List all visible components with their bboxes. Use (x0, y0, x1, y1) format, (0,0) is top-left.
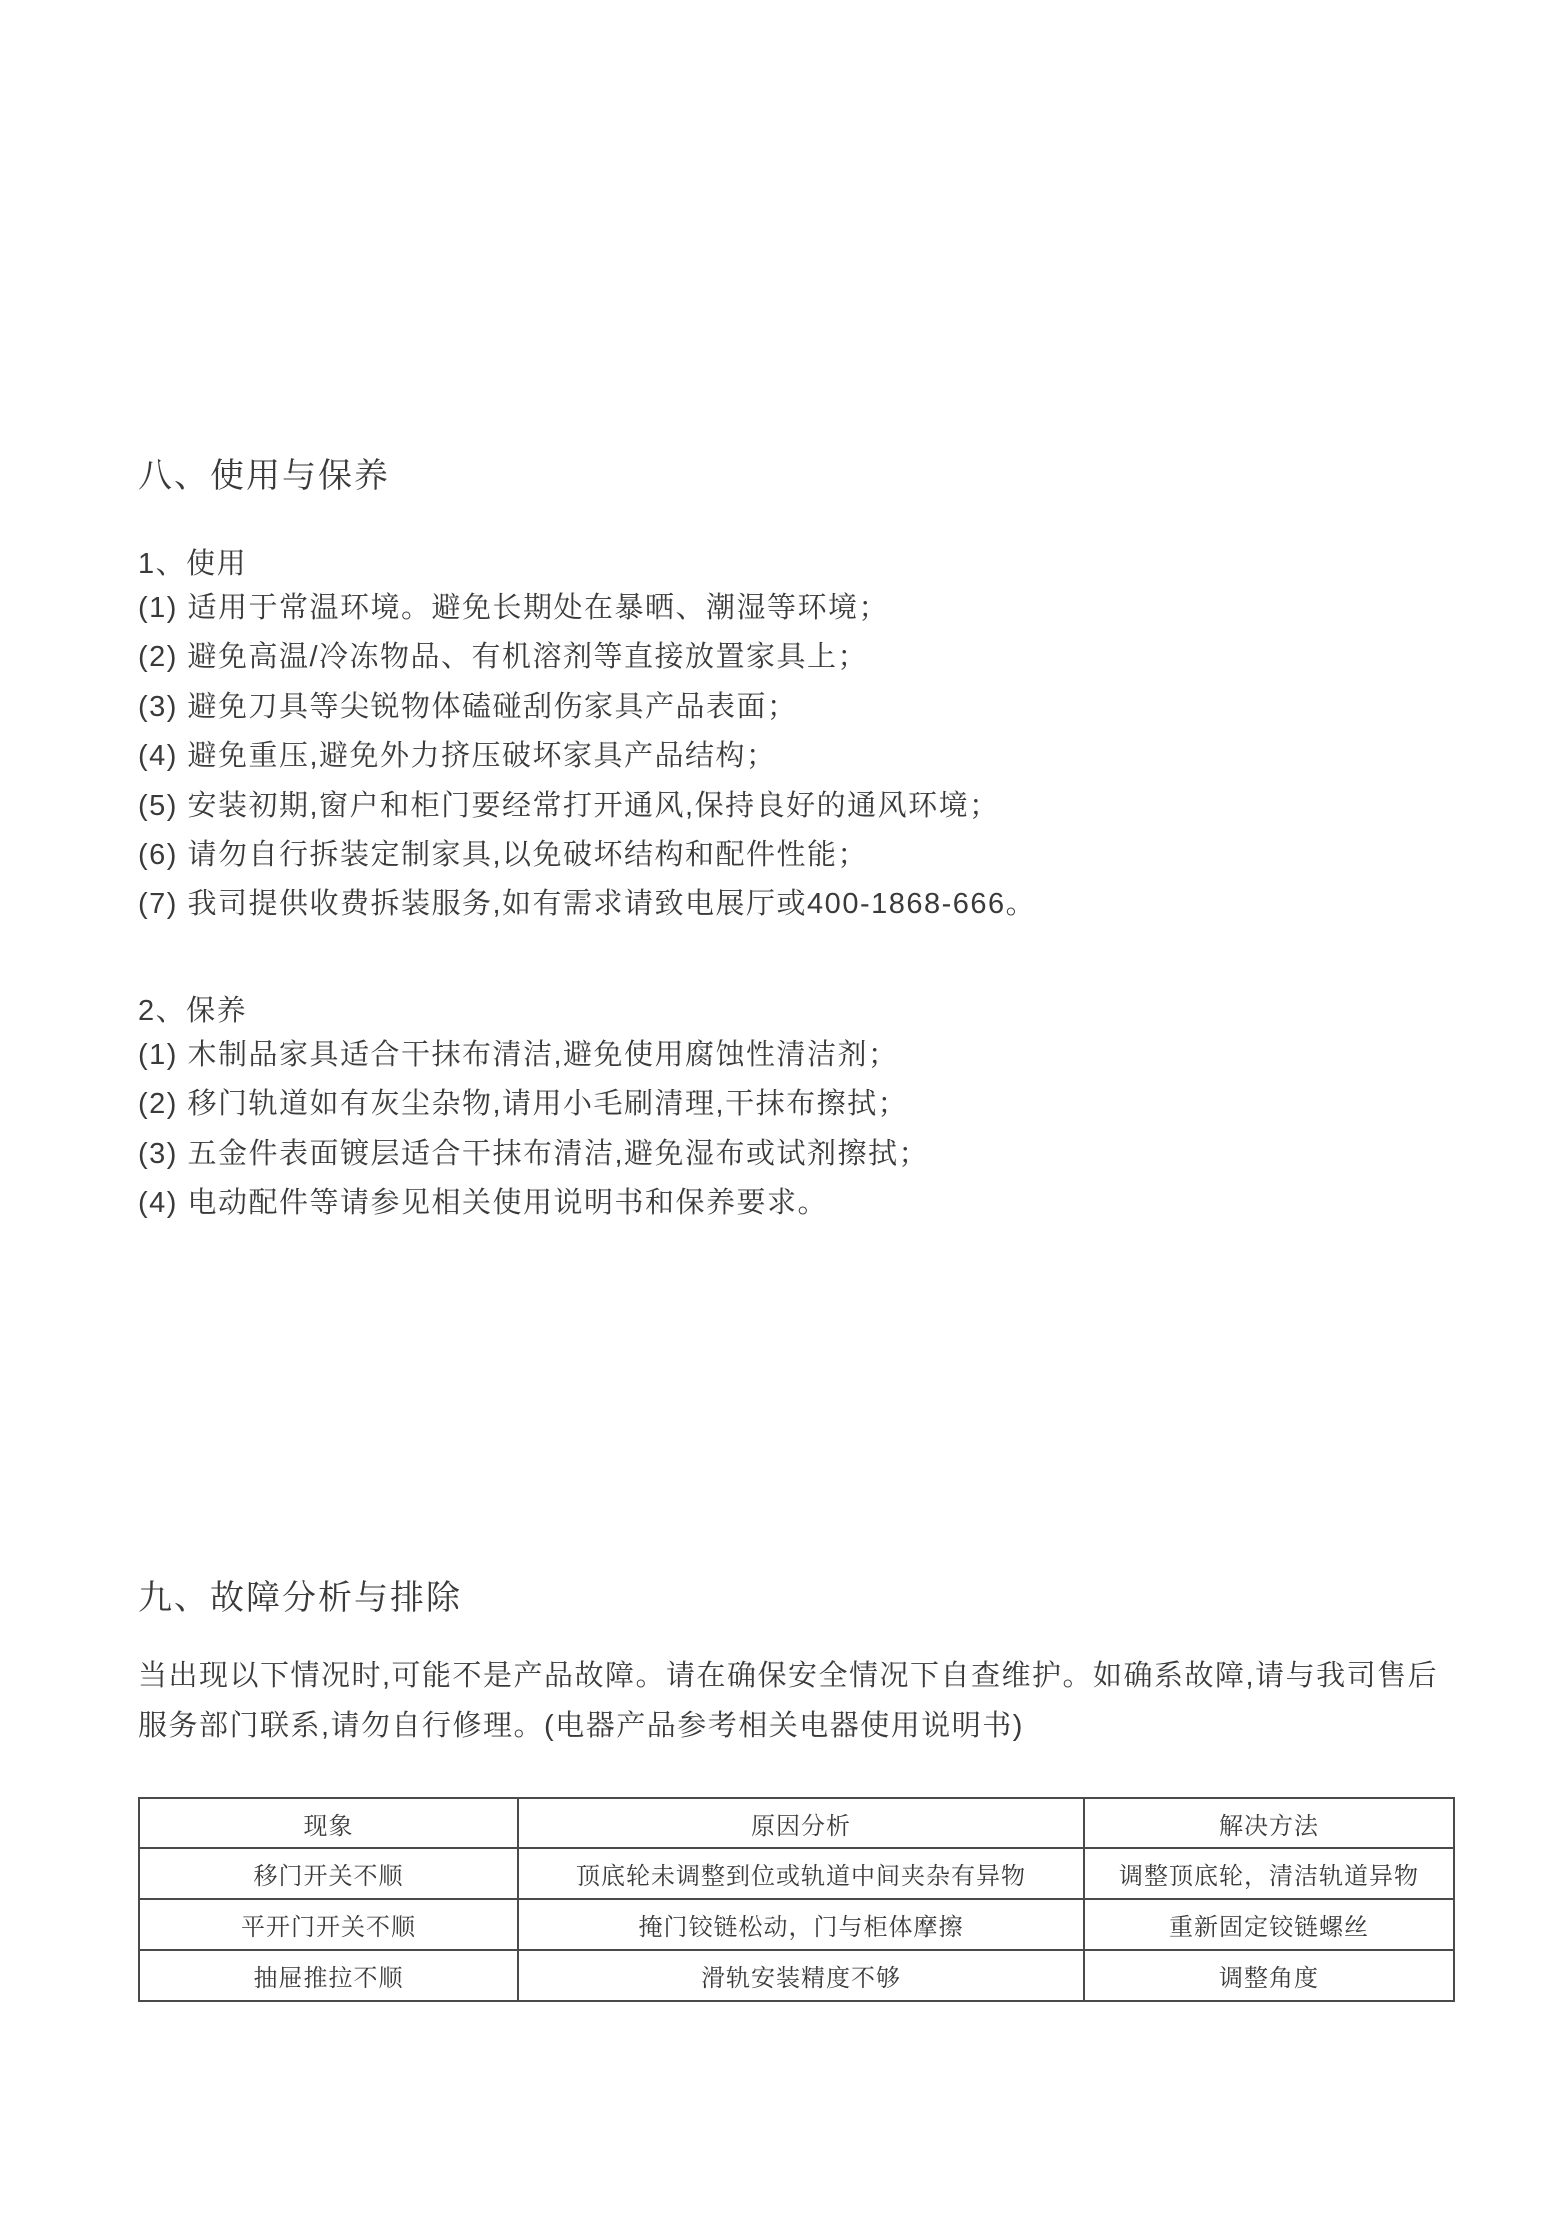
section-usage-heading: 八、使用与保养 (138, 457, 390, 495)
use-item-list (138, 584, 1036, 930)
use-item-6: (6) 请勿自行拆装定制家具,以免破坏结构和配件性能； (138, 839, 869, 872)
use-item-5: (5) 安装初期,窗户和柜门要经常打开通风,保持良好的通风环境； (138, 789, 1000, 822)
use-item-2: (2) 避免高温/冷冻物品、有机溶剂等直接放置家具上； (138, 641, 869, 674)
fault-table (138, 1797, 1455, 2002)
care-item-2: (2) 移门轨道如有灰尘杂物,请用小毛刷清理,干抹布擦拭； (138, 1088, 909, 1121)
fault-row-2-solution: 重新固定铰链螺丝 (1084, 1899, 1454, 1950)
troubleshooting-intro-line-1: 当出现以下情况时,可能不是产品故障。请在确保安全情况下自查维护。如确系故障,请与我司售后 (138, 1660, 1439, 1692)
use-subsection-title: 1、使用 (138, 548, 248, 580)
use-item-3: (3) 避免刀具等尖锐物体磕碰刮伤家具产品表面； (138, 690, 798, 723)
fault-table-header-solution: 解决方法 (1084, 1798, 1454, 1848)
troubleshooting-intro-line-2: 服务部门联系,请勿自行修理。(电器产品参考相关电器使用说明书) (138, 1710, 1024, 1742)
fault-table-row-1 (139, 1848, 1454, 1899)
fault-table-header-row (139, 1798, 1454, 1848)
use-item-7: (7) 我司提供收费拆装服务,如有需求请致电展厅或400-1868-666。 (138, 888, 1037, 921)
troubleshooting-intro (138, 1651, 1438, 1751)
care-item-1: (1) 木制品家具适合干抹布清洁,避免使用腐蚀性清洁剂； (138, 1039, 899, 1071)
care-item-3: (3) 五金件表面镀层适合干抹布清洁,避免湿布或试剂擦拭； (138, 1137, 930, 1170)
fault-row-1-cause: 顶底轮未调整到位或轨道中间夹杂有异物 (518, 1848, 1084, 1899)
fault-table-header-phenomenon: 现象 (139, 1798, 518, 1848)
fault-table-header-cause: 原因分析 (518, 1798, 1084, 1848)
care-item-list (138, 1031, 929, 1229)
fault-row-3-cause: 滑轨安装精度不够 (518, 1950, 1084, 2001)
section-troubleshooting-heading: 九、故障分析与排除 (138, 1579, 462, 1617)
fault-row-3-solution: 调整角度 (1084, 1950, 1454, 2001)
fault-row-3-phenomenon: 抽屉推拉不顺 (139, 1950, 518, 2001)
use-item-4: (4) 避免重压,避免外力挤压破坏家具产品结构； (138, 740, 777, 773)
fault-row-1-solution: 调整顶底轮，清洁轨道异物 (1084, 1848, 1454, 1899)
care-item-4: (4) 电动配件等请参见相关使用说明书和保养要求。 (138, 1187, 829, 1220)
fault-table-row-3 (139, 1950, 1454, 2001)
fault-row-1-phenomenon: 移门开关不顺 (139, 1848, 518, 1899)
care-subsection-title: 2、保养 (138, 995, 248, 1027)
fault-row-2-cause: 掩门铰链松动，门与柜体摩擦 (518, 1899, 1084, 1950)
fault-row-2-phenomenon: 平开门开关不顺 (139, 1899, 518, 1950)
fault-table-row-2 (139, 1899, 1454, 1950)
use-item-1: (1) 适用于常温环境。避免长期处在暴晒、潮湿等环境； (138, 592, 890, 624)
